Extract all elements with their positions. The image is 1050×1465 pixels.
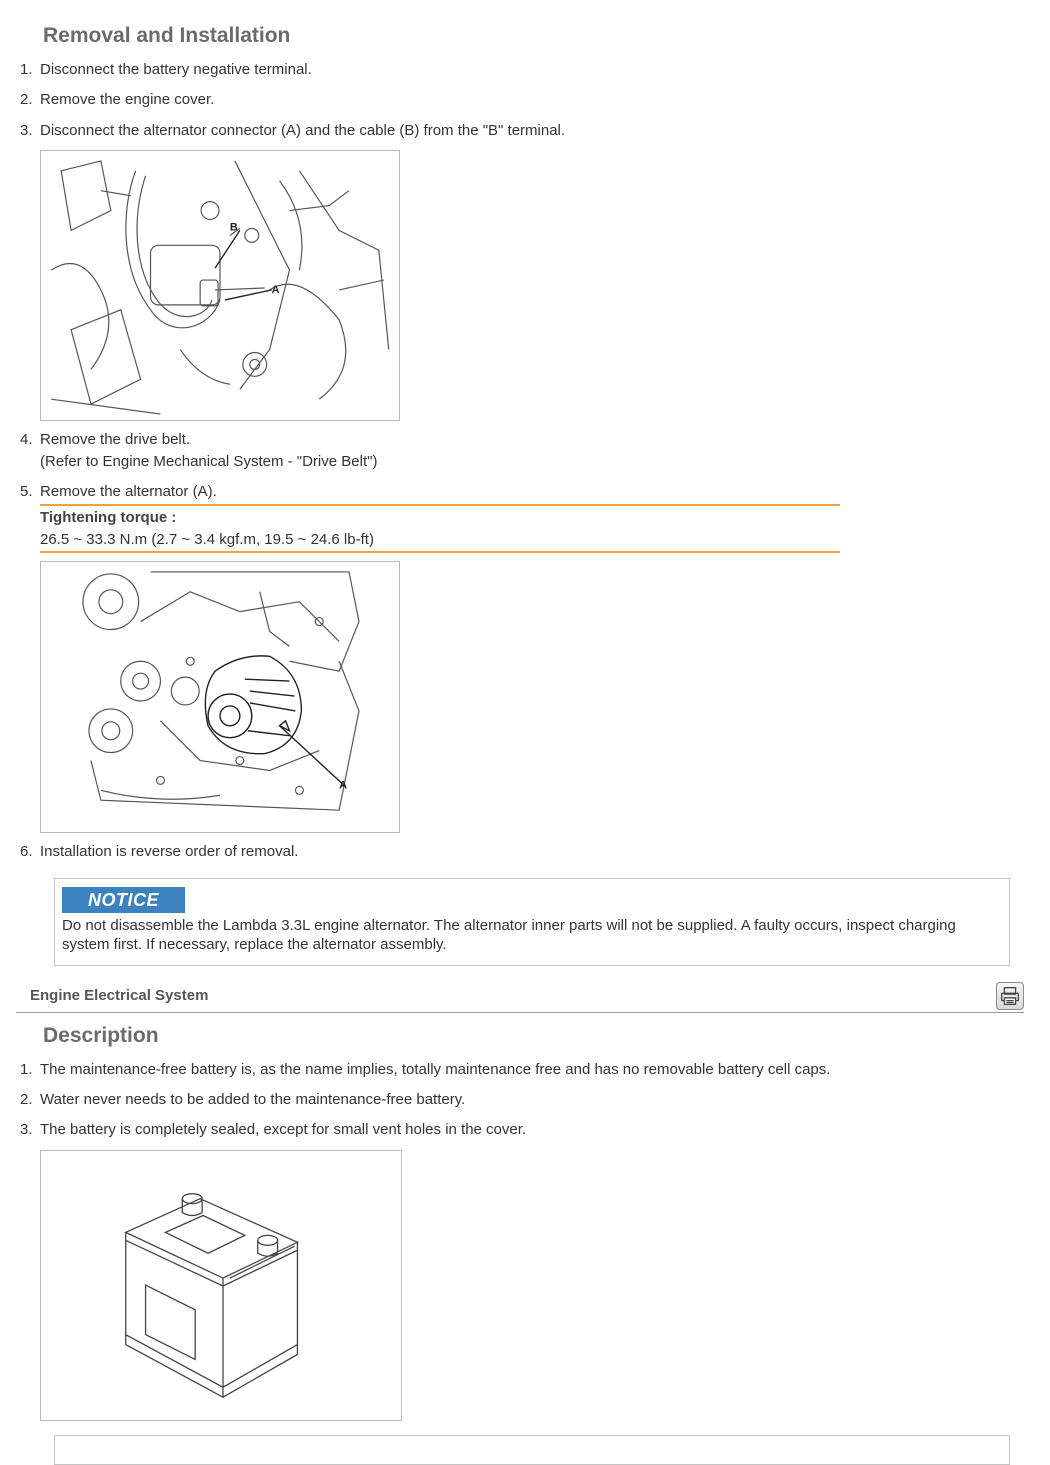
step-4-reference: (Refer to Engine Mechanical System - "Drive Belt") bbox=[40, 453, 378, 470]
notice-text: Do not disassemble the Lambda 3.3L engine alternator. The alternator inner parts will not be supplied. A faulty occurs, inspect charging system first. If necessary, replace the alternator assembly. bbox=[62, 917, 956, 953]
description-item-3: 3. The battery is completely sealed, except for small vent holes in the cover. bbox=[20, 1121, 527, 1138]
torque-value: 26.5 ~ 33.3 N.m (2.7 ~ 3.4 kgf.m, 19.5 ~ 24.6 lb-ft) bbox=[40, 531, 374, 548]
step-5: 5. Remove the alternator (A). bbox=[20, 483, 217, 500]
alternator-engine-drawing bbox=[41, 562, 399, 832]
torque-top-rule bbox=[40, 504, 840, 506]
notice-badge: NOTICE bbox=[62, 887, 185, 913]
alternator-engine-figure bbox=[40, 561, 400, 833]
label-b: B bbox=[229, 221, 238, 234]
section-title: Engine Electrical System bbox=[30, 987, 209, 1004]
step-6: 6. Installation is reverse order of removal. bbox=[20, 843, 299, 860]
second-notice-box bbox=[54, 1435, 1010, 1465]
battery-drawing bbox=[41, 1151, 401, 1420]
printer-icon bbox=[997, 983, 1023, 1009]
description-heading: Description bbox=[43, 1024, 159, 1047]
notice-box bbox=[54, 878, 1010, 966]
print-button[interactable] bbox=[996, 982, 1024, 1010]
label-a: A bbox=[271, 283, 280, 296]
step-4: 4. Remove the drive belt. bbox=[20, 431, 191, 448]
label-a2: A bbox=[339, 779, 348, 792]
torque-label: Tightening torque : bbox=[40, 509, 177, 526]
step-3: 3. Disconnect the alternator connector (A) and the cable (B) from the "B" terminal. bbox=[20, 122, 566, 139]
step-1: 1. Disconnect the battery negative terminal. bbox=[20, 61, 312, 78]
alternator-connector-figure bbox=[40, 150, 400, 421]
alternator-connector-drawing bbox=[41, 151, 399, 420]
section-rule bbox=[16, 1012, 1024, 1013]
removal-heading: Removal and Installation bbox=[43, 24, 291, 47]
description-item-2: 2. Water never needs to be added to the maintenance-free battery. bbox=[20, 1091, 466, 1108]
torque-bottom-rule bbox=[40, 551, 840, 553]
description-item-1: 1. The maintenance-free battery is, as the name implies, totally maintenance free and has no removable battery cell caps. bbox=[20, 1061, 831, 1078]
battery-figure bbox=[40, 1150, 402, 1421]
step-2: 2. Remove the engine cover. bbox=[20, 91, 215, 108]
